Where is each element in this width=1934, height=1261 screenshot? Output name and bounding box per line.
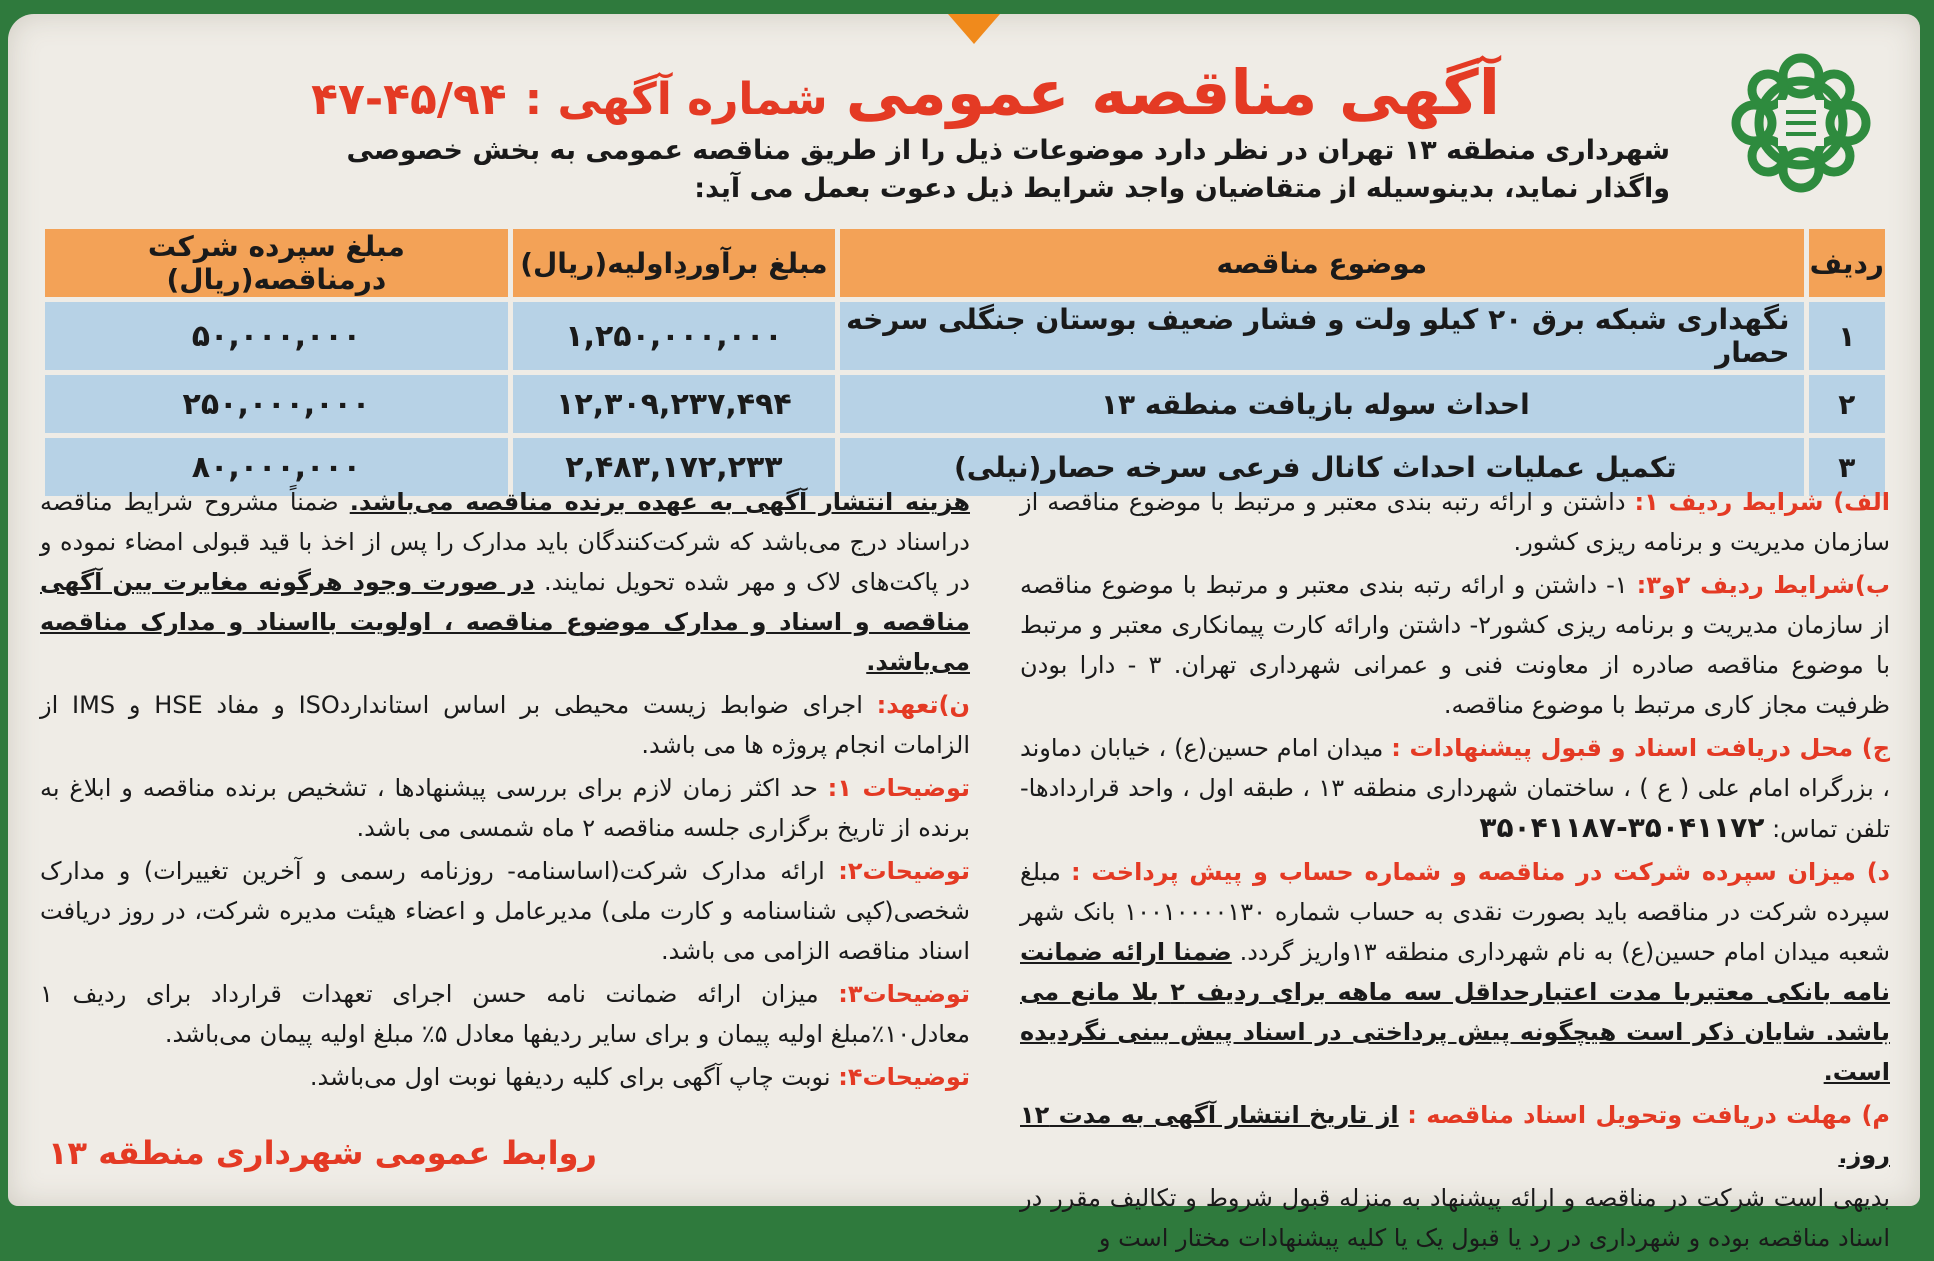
condition-a-title: الف) شرایط ردیف ۱: <box>1634 488 1890 516</box>
intro-text: شهرداری منطقه ۱۳ تهران در نظر دارد موضوعات ذیل را از طریق مناقصه عمومی به بخش خصوصی واگذار نماید، بدینوسیله از متقاضیان واجد شرایط ذیل دعوت بعمل می آید: <box>346 135 1670 204</box>
column-header-row-number: ردیف <box>1809 229 1885 297</box>
column-header-deposit: مبلغ سپرده شرکت درمناقصه(ریال) <box>45 229 508 297</box>
condition-d-text: مبلغ سپرده شرکت در مناقصه باید بصورت نقدی به حساب شماره ۱۰۰۱۰۰۰۰۱۳۰ بانک شهر شعبه میدان امام حسین(ع) به نام شهرداری منطقه ۱۳واریز گردد. <box>1020 858 1890 966</box>
condition-b-text: ۱- داشتن و ارائه رتبه بندی معتبر و مرتبط با موضوع مناقصه از سازمان مدیریت و برنامه ریزی کشور۲- داشتن وارائه کارت پیمانکاری معتبر و مرتبط با موضوع مناقصه صادره از معاونت فنی و عمرانی شهرداری تهران. ۳ - دارا بودن ظرفیت مجاز کاری مرتبط با موضوع مناقصه. <box>1020 571 1890 719</box>
column-header-estimate: مبلغ برآوردِاولیه(ریال) <box>513 229 835 297</box>
conditions-column <box>1020 482 1890 1261</box>
row-number: ۳ <box>1809 438 1885 496</box>
condition-d-bold: ضمنا ارائه ضمانت نامه بانکی معتبربا مدت اعتبارحداقل سه ماهه برای ردیف ۲ بلا مانع می باشد. شایان ذکر است هیچگونه پیش پرداختی در اسناد پیش بینی نگردیده است. <box>1020 938 1890 1086</box>
commitment-text: اجرای ضوابط زیست محیطی بر اساس استانداردISO و مفاد HSE و IMS از الزامات انجام پروژه ها می باشد. <box>40 691 970 759</box>
note-1-title: توضیحات ۱: <box>827 774 970 802</box>
tender-table <box>40 224 1890 501</box>
commitment-note <box>40 685 970 765</box>
note-4-title: توضیحات۴: <box>838 1063 970 1091</box>
row-number: ۲ <box>1809 375 1885 433</box>
notice-number: ۴۷-۴۵/۹۴ <box>311 74 507 125</box>
note-2-text: ارائه مدارک شرکت(اساسنامه- روزنامه رسمی و آخرین تغییرات) و مدارک شخصی(کپی شناسنامه و کارت ملی) مدیرعامل و اعضاء هیئت مدیره شرکت، در روز دریافت اسناد مناقصه الزامی می باشد. <box>40 857 970 965</box>
condition-m-text: از تاریخ انتشار آگهی به مدت ۱۲ روز. <box>1020 1101 1890 1169</box>
top-notch-marker <box>948 14 1000 44</box>
title-line <box>311 56 1500 129</box>
note-4-text: نوبت چاپ آگهی برای کلیه ردیفها نوبت اول می‌باشد. <box>309 1063 831 1091</box>
notice-title: آگهی مناقصه عمومی <box>845 56 1500 129</box>
condition-b <box>1020 565 1890 725</box>
conflict-bold: در صورت وجود هرگونه مغایرت بین آگهی مناقصه و اسناد و مدارک موضوع مناقصه ، اولویت بااسناد و مدارک مناقصه می‌باشد. <box>40 568 970 676</box>
condition-d <box>1020 852 1890 1092</box>
commitment-title: ن)تعهد: <box>876 691 970 719</box>
row-number: ۱ <box>1809 302 1885 370</box>
condition-m-title: م) مهلت دریافت وتحویل اسناد مناقصه : <box>1407 1101 1891 1129</box>
condition-c-text: میدان امام حسین(ع) ، خیابان دماوند ، بزرگراه امام علی ( ع ) ، ساختمان شهرداری منطقه ۱۳ ، طبقه اول ، واحد قراردادها- تلفن تماس: <box>1020 734 1890 843</box>
condition-b-title: ب)شرایط ردیف ۲و۳: <box>1636 571 1890 599</box>
notice-number-label: شماره آگهی : <box>524 74 828 125</box>
note-3-text: میزان ارائه ضمانت نامه حسن اجرای تعهدات قرارداد برای ردیف ۱ معادل۱۰٪مبلغ اولیه پیمان و برای سایر ردیفها معادل ۵٪ مبلغ اولیه پیمان می‌باشد. <box>40 980 970 1048</box>
note-2 <box>40 851 970 971</box>
deposit-amount: ۵۰,۰۰۰,۰۰۰ <box>45 302 508 370</box>
tender-subject: احداث سوله بازیافت منطقه ۱۳ <box>840 375 1803 433</box>
notice-paper <box>8 14 1920 1252</box>
table-row <box>45 375 1885 433</box>
note-1-text: حد اکثر زمان لازم برای بررسی پیشنهادها ، تشخیص برنده مناقصه و ابلاغ به برنده از تاریخ برگزاری جلسه مناقصه ۲ ماه شمسی می باشد. <box>40 774 970 842</box>
deposit-amount: ۸۰,۰۰۰,۰۰۰ <box>45 438 508 496</box>
condition-c <box>1020 728 1890 849</box>
note-1 <box>40 768 970 848</box>
cost-text: ضمناً مشروح شرایط مناقصه دراسناد درج می‌باشد که شرکت‌کنندگان باید مدارک را پس از اخذ با قید قبولی امضاء نموده و در پاکت‌های لاک و مهر شده تحویل نمایند. <box>40 488 970 596</box>
tender-subject: نگهداری شبکه برق ۲۰ کیلو ولت و فشار ضعیف بوستان جنگلی سرخه حصار <box>840 302 1803 370</box>
final-text: بدیهی است شرکت در مناقصه و ارائه پیشنهاد به منزله قبول شروط و تکالیف مقرر در اسناد مناقصه بوده و شهرداری در رد یا قبول یک یا کلیه پیشنهادات مختار است و <box>1020 1184 1890 1252</box>
cost-bold: هزینه انتشار آگهی به عهده برنده مناقصه می‌باشد. <box>349 488 970 516</box>
condition-a-text: داشتن و ارائه رتبه بندی معتبر و مرتبط با موضوع مناقصه از سازمان مدیریت و برنامه ریزی کشور. <box>1020 488 1890 556</box>
column-header-subject: موضوع مناقصه <box>840 229 1803 297</box>
condition-a <box>1020 482 1890 562</box>
estimate-amount: ۱,۲۵۰,۰۰۰,۰۰۰ <box>513 302 835 370</box>
note-3 <box>40 974 970 1054</box>
public-relations-signature: روابط عمومی شهرداری منطقه ۱۳ <box>48 1134 597 1172</box>
condition-m <box>1020 1095 1890 1175</box>
contact-phone: ۳۵۰۴۱۱۷۲-۳۵۰۴۱۱۸۷ <box>1479 811 1765 844</box>
table-row <box>45 302 1885 370</box>
note-4 <box>40 1057 970 1097</box>
table-header-row <box>45 229 1885 297</box>
note-3-title: توضیحات۳: <box>838 980 970 1008</box>
tender-subject: تکمیل عملیات احداث کانال فرعی سرخه حصار(نیلی) <box>840 438 1803 496</box>
estimate-amount: ۱۲,۳۰۹,۲۳۷,۴۹۴ <box>513 375 835 433</box>
deposit-amount: ۲۵۰,۰۰۰,۰۰۰ <box>45 375 508 433</box>
estimate-amount: ۲,۴۸۳,۱۷۲,۲۳۳ <box>513 438 835 496</box>
notes-column <box>40 482 970 1100</box>
condition-d-title: د) میزان سپرده شرکت در مناقصه و شماره حساب و پیش پرداخت : <box>1070 858 1890 886</box>
tehran-municipality-logo-icon <box>1726 48 1876 198</box>
cost-note <box>40 482 970 682</box>
condition-c-title: ج) محل دریافت اسناد و قبول پیشنهادات : <box>1391 734 1890 762</box>
note-2-title: توضیحات۲: <box>838 857 970 885</box>
